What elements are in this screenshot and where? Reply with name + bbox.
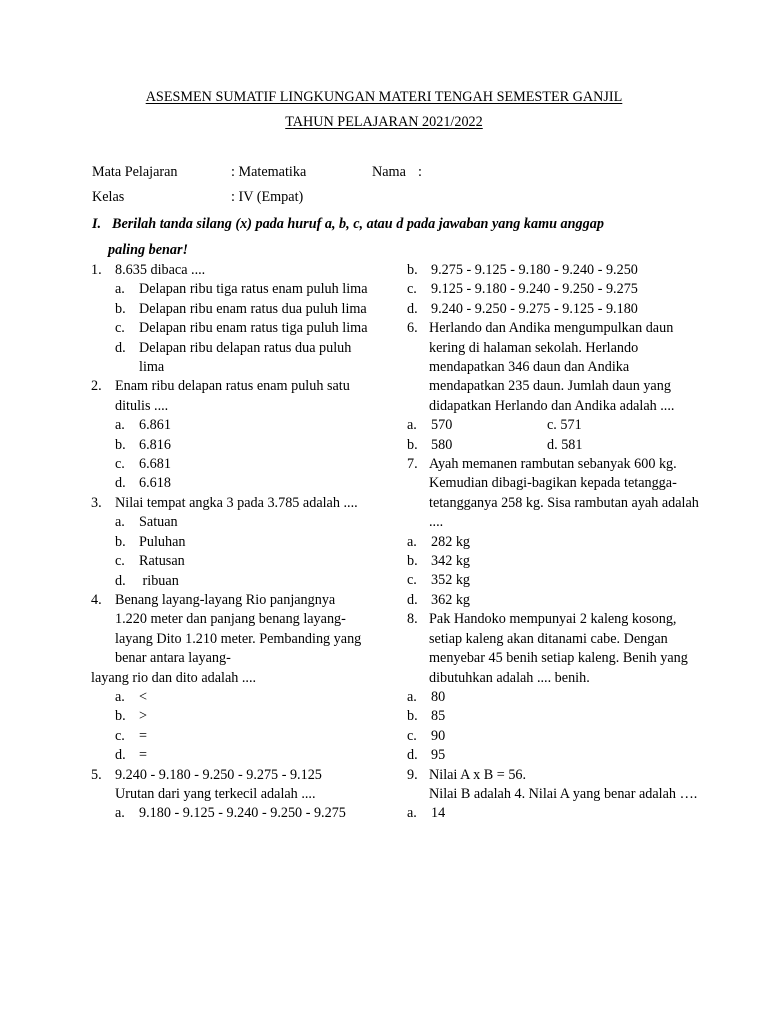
option-letter: d. — [115, 475, 126, 492]
question-number: 4. — [91, 591, 102, 608]
question-number: 3. — [91, 494, 102, 511]
question-stem — [407, 610, 707, 688]
option-b[interactable] — [407, 261, 707, 280]
question-text: Herlando dan Andika mengumpulkan daun kering di halaman sekolah. Herlando mendapatkan 346 daun dan Andika mendapatkan 235 daun. Jumlah daun yang didapatkan Herlando dan Andika adalah .... — [429, 320, 675, 414]
option-b[interactable] — [115, 707, 369, 726]
question-5 — [91, 766, 369, 824]
question-number: 2. — [91, 378, 102, 395]
option-a[interactable] — [115, 416, 369, 435]
question-text: 8.635 dibaca .... — [115, 262, 206, 278]
option-b[interactable] — [407, 707, 707, 726]
question-stem — [407, 319, 707, 416]
question-number: 8. — [407, 611, 418, 628]
option-letter: b. — [407, 262, 418, 278]
option-letter: d. — [115, 339, 126, 356]
question-text: Benang layang-layang Rio panjangnya 1.220 meter dan panjang benang layang-layang Dito 1.210 meter. Pembanding yang benar antara layang- — [115, 591, 362, 667]
question-number: 5. — [91, 766, 102, 783]
option-letter: a. — [115, 688, 125, 705]
option-list — [115, 416, 369, 494]
option-letter: d. — [115, 572, 126, 589]
subject-value: : Matematika — [231, 164, 307, 180]
option-c[interactable] — [407, 280, 707, 299]
option-b[interactable] — [115, 300, 369, 319]
exam-title: ASESMEN SUMATIF LINGKUNGAN MATERI TENGAH SEMESTER GANJIL — [145, 89, 623, 105]
option-letter: b. — [115, 300, 126, 317]
option-text: 90 — [431, 727, 446, 744]
option-list — [115, 280, 369, 377]
option-letter: c. — [115, 553, 125, 570]
option-d[interactable] — [407, 591, 707, 610]
option-text: 362 kg — [431, 591, 471, 608]
option-a[interactable] — [115, 280, 369, 299]
option-d[interactable] — [115, 474, 369, 493]
option-list — [407, 804, 707, 823]
option-text: Satuan — [139, 514, 178, 531]
option-d[interactable] — [407, 300, 707, 319]
option-letter: b. — [115, 436, 126, 453]
instruction-line-2: paling benar! — [108, 242, 189, 258]
option-text: 6.681 — [139, 456, 171, 473]
question-number: 1. — [91, 262, 102, 278]
option-letter: a. — [115, 417, 125, 434]
instruction-number: I. — [92, 216, 102, 232]
question-9 — [407, 766, 707, 824]
option-b[interactable] — [407, 552, 707, 571]
question-4 — [91, 591, 369, 766]
question-1 — [91, 261, 369, 377]
option-a[interactable] — [115, 513, 369, 532]
option-letter: c. — [407, 572, 417, 589]
option-letter: c. — [115, 320, 125, 337]
right-column — [407, 261, 707, 824]
question-stem — [407, 455, 707, 533]
question-3 — [91, 494, 369, 591]
option-text: 9.125 - 9.180 - 9.240 - 9.250 - 9.275 — [431, 281, 638, 298]
option-text: 342 kg — [431, 553, 471, 570]
option-text: Delapan ribu tiga ratus enam puluh lima — [139, 281, 368, 298]
name-label: Nama — [372, 164, 406, 180]
question-text: 9.240 - 9.180 - 9.250 - 9.275 - 9.125 — [115, 766, 322, 783]
option-text: ribuan — [139, 572, 179, 589]
option-letter: d. — [407, 300, 418, 317]
option-c[interactable] — [115, 552, 369, 571]
option-letter: b. — [407, 708, 418, 725]
option-text: 95 — [431, 747, 446, 764]
option-d[interactable]: d. 581 — [547, 436, 583, 453]
option-letter: a. — [115, 514, 125, 531]
option-letter: a. — [407, 805, 417, 822]
option-text: Delapan ribu enam ratus tiga puluh lima — [139, 320, 368, 337]
option-letter: d. — [407, 747, 418, 764]
option-c[interactable] — [407, 571, 707, 590]
option-text: 6.618 — [139, 475, 171, 492]
question-text-2: Urutan dari yang terkecil adalah .... — [115, 785, 316, 802]
left-column — [91, 261, 369, 824]
class-value: : IV (Empat) — [231, 189, 304, 205]
option-letter: c. — [407, 727, 417, 744]
option-text: 6.816 — [139, 436, 171, 453]
option-a[interactable] — [407, 804, 707, 823]
question-6 — [407, 319, 707, 455]
option-a[interactable] — [407, 688, 707, 707]
option-list — [407, 688, 707, 766]
option-d[interactable] — [115, 339, 369, 378]
option-text: Puluhan — [139, 533, 186, 550]
option-text: Delapan ribu delapan ratus dua puluh lima — [139, 339, 352, 376]
question-text-continued: layang rio dan dito adalah .... — [91, 669, 257, 686]
question-number: 7. — [407, 456, 418, 473]
option-text: Ratusan — [139, 553, 185, 570]
option-text: 352 kg — [431, 572, 471, 589]
option-c[interactable] — [407, 727, 707, 746]
option-a[interactable] — [115, 688, 369, 707]
option-text: 9.275 - 9.125 - 9.180 - 9.240 - 9.250 — [431, 262, 638, 278]
option-row-2 — [407, 436, 707, 455]
option-text: 6.861 — [139, 417, 171, 434]
option-d[interactable] — [407, 746, 707, 765]
class-label: Kelas — [92, 189, 125, 205]
option-text: 570 — [431, 417, 453, 434]
option-letter: c. — [115, 727, 125, 744]
option-d[interactable] — [115, 746, 369, 765]
option-d[interactable] — [115, 572, 369, 591]
option-text: 580 — [431, 436, 453, 453]
option-text: = — [139, 747, 148, 764]
question-text-2: Nilai B adalah 4. Nilai A yang benar adalah …. — [429, 785, 698, 802]
question-number: 9. — [407, 766, 418, 783]
question-text: Nilai tempat angka 3 pada 3.785 adalah .... — [115, 494, 358, 511]
option-text: 282 kg — [431, 533, 471, 550]
option-text: Delapan ribu enam ratus dua puluh lima — [139, 300, 367, 317]
question-7 — [407, 455, 707, 610]
option-letter: a. — [407, 417, 417, 434]
question-text: Pak Handoko mempunyai 2 kaleng kosong, setiap kaleng akan ditanami cabe. Dengan menyebar 45 benih setiap kaleng. Benih yang dibutuhkan adalah .... benih. — [429, 611, 688, 686]
option-letter: b. — [407, 436, 418, 453]
academic-year-title: TAHUN PELAJARAN 2021/2022 — [285, 114, 483, 130]
question-8 — [407, 610, 707, 765]
question-stem — [407, 766, 707, 805]
option-text: 9.240 - 9.250 - 9.275 - 9.125 - 9.180 — [431, 300, 638, 317]
question-text: Nilai A x B = 56. — [429, 766, 527, 783]
question-2 — [91, 377, 369, 493]
option-letter: b. — [115, 533, 126, 550]
option-letter: d. — [407, 591, 418, 608]
option-letter: a. — [407, 688, 417, 705]
option-b[interactable] — [115, 533, 369, 552]
option-letter: a. — [115, 805, 125, 822]
option-text: 9.180 - 9.125 - 9.240 - 9.250 - 9.275 — [139, 805, 346, 822]
option-list — [115, 513, 369, 591]
option-list — [115, 688, 369, 766]
question-text: Enam ribu delapan ratus enam puluh satu ditulis .... — [115, 378, 350, 414]
option-letter: c. — [115, 456, 125, 473]
question-text: Ayah memanen rambutan sebanyak 600 kg. Kemudian dibagi-bagikan kepada tetangga-tetangganya 258 kg. Sisa rambutan ayah adalah .... — [429, 456, 699, 531]
option-b[interactable] — [407, 436, 418, 455]
option-list — [407, 533, 707, 611]
subject-label: Mata Pelajaran — [92, 164, 178, 180]
question-number: 6. — [407, 320, 418, 337]
option-letter: d. — [115, 747, 126, 764]
option-row-1 — [407, 416, 707, 435]
option-text: = — [139, 727, 148, 744]
option-text: 85 — [431, 708, 446, 725]
option-a[interactable] — [407, 416, 417, 435]
option-letter: a. — [115, 281, 125, 298]
option-letter: b. — [407, 553, 418, 570]
option-c[interactable] — [115, 455, 369, 474]
option-c[interactable] — [115, 319, 369, 338]
option-letter: c. — [407, 281, 417, 298]
option-letter: b. — [115, 708, 126, 725]
option-text: > — [139, 708, 148, 725]
option-text: 14 — [431, 805, 446, 822]
option-text: 80 — [431, 688, 446, 705]
name-value: : — [418, 164, 422, 180]
option-a[interactable] — [407, 533, 707, 552]
option-c[interactable] — [115, 727, 369, 746]
option-b[interactable] — [115, 436, 369, 455]
option-list — [115, 804, 369, 823]
option-text: < — [139, 688, 148, 705]
question-5-options-continued — [407, 261, 707, 319]
option-c[interactable]: c. 571 — [547, 417, 582, 434]
instruction-line-1: Berilah tanda silang (x) pada huruf a, b, c, atau d pada jawaban yang kamu anggap — [112, 216, 604, 232]
option-a[interactable] — [115, 804, 369, 823]
option-letter: a. — [407, 533, 417, 550]
